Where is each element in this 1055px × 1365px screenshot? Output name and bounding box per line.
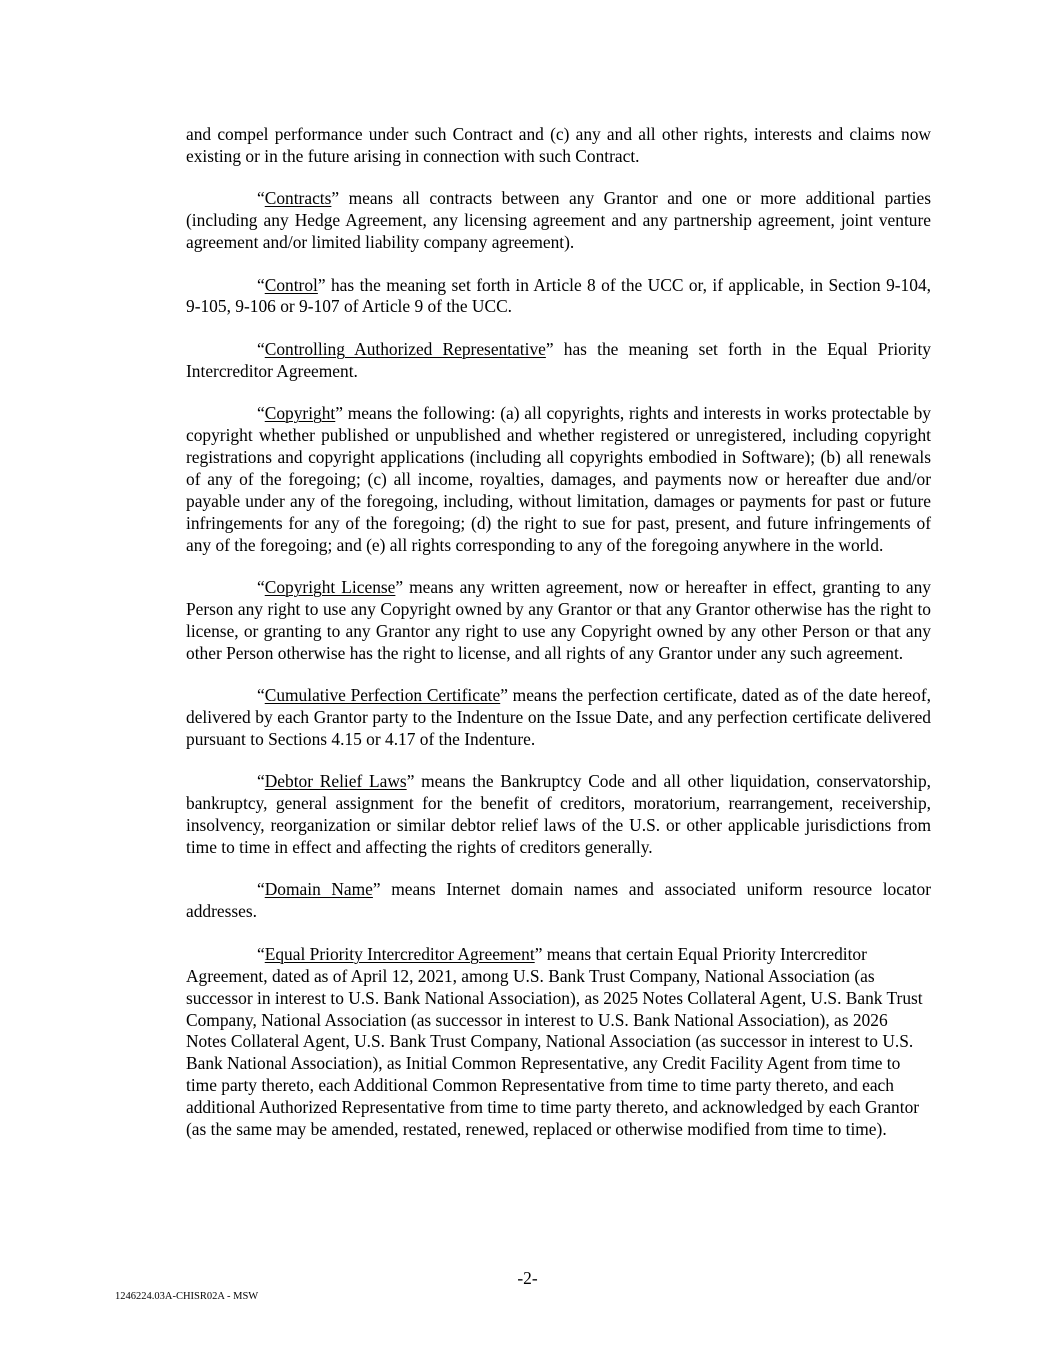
defined-term: Debtor Relief Laws: [264, 771, 407, 792]
defined-term: Controlling Authorized Representative: [264, 338, 546, 359]
document-footer-id: 1246224.03A-CHISR02A - MSW: [115, 1291, 259, 1302]
defined-term: Cumulative Perfection Certificate: [264, 685, 501, 706]
definition-controlling-authorized-representative: [186, 339, 931, 383]
definition-copyright-license: [186, 577, 931, 665]
defined-term: Control: [264, 274, 318, 295]
definition-cumulative-perfection-certificate: [186, 685, 931, 751]
definition-debtor-relief-laws: [186, 771, 931, 859]
open-quote: “: [257, 685, 265, 706]
definition-text: ” means the Bankruptcy Code and all other liquidation, conservatorship, bankruptcy, general assignment for the benefit of creditors, moratorium, rearrangement, receivership, insolvency, reorganization or similar debtor relief laws of the U.S. or other applicable jurisdictions from time to time in effect and affecting the rights of creditors generally.: [186, 771, 932, 858]
definition-domain-name: [186, 879, 931, 923]
open-quote: “: [257, 338, 265, 359]
document-body: [186, 124, 931, 1161]
defined-term: Domain Name: [264, 879, 373, 900]
open-quote: “: [257, 274, 265, 295]
paragraph-text: and compel performance under such Contract and (c) any and all other rights, interests and claims now existing or in the future arising in connection with such Contract.: [186, 124, 931, 166]
definition-contracts: [186, 188, 931, 254]
page-number: -2-: [517, 1268, 538, 1288]
definition-text: ” means any written agreement, now or hereafter in effect, granting to any Person any right to use any Copyright owned by any Grantor or that any Grantor otherwise has the right to license, or granting to any Grantor any right to use any Copyright owned by any other Person or that any other Person otherwise has the right to license, and all rights of any Grantor under any such agreement.: [186, 577, 931, 663]
defined-term: Contracts: [264, 188, 332, 209]
open-quote: “: [257, 943, 265, 964]
definition-text: ” means all contracts between any Grantor and one or more additional parties (including any Hedge Agreement, any licensing agreement and any partnership agreement, joint venture agreement and/or limited liability company agreement).: [186, 188, 931, 253]
definition-copyright: [186, 403, 931, 556]
definition-equal-priority-intercreditor-agreement: [186, 944, 931, 1141]
definition-text: ” means that certain Equal Priority Intercreditor Agreement, dated as of April 12, 2021, among U.S. Bank Trust Company, National Association (as successor in interest to U.S. Bank National Association), as 2025 Notes Collateral Agent, U.S. Bank Trust Company, National Association (as successor in interest to U.S. Bank National Association), as 2026 Notes Collateral Agent, U.S. Bank Trust Company, National Association (as successor in interest to U.S. Bank National Association), as Initial Common Representative, any Credit Facility Agent from time to time party thereto, each Additional Common Representative from time to time party thereto, and each additional Authorized Representative from time to time party thereto, and acknowledged by each Grantor (as the same may be amended, restated, renewed, replaced or otherwise modified from time to time).: [186, 943, 923, 1140]
definition-text: ” has the meaning set forth in Article 8 of the UCC or, if applicable, in Section 9-104, 9-105, 9-106 or 9-107 of Article 9 of the UCC.: [186, 274, 931, 317]
open-quote: “: [257, 403, 265, 424]
definition-text: ” means the perfection certificate, dated as of the date hereof, delivered by each Grantor party to the Indenture on the Issue Date, and any perfection certificate delivered pursuant to Sections 4.15 or 4.17 of the Indenture.: [186, 685, 931, 749]
paragraph-continuation: [186, 124, 931, 168]
open-quote: “: [257, 577, 265, 597]
open-quote: “: [257, 771, 265, 792]
definition-control: [186, 275, 931, 319]
definition-text: ” means Internet domain names and associated uniform resource locator addresses.: [186, 879, 931, 922]
definition-text: ” has the meaning set forth in the Equal Priority Intercreditor Agreement.: [186, 338, 931, 381]
open-quote: “: [257, 188, 265, 209]
defined-term: Copyright: [264, 403, 336, 424]
defined-term: Copyright License: [264, 577, 396, 597]
defined-term: Equal Priority Intercreditor Agreement: [264, 943, 535, 964]
definition-text: ” means the following: (a) all copyrights, rights and interests in works protectable by copyright whether published or unpublished and whether registered or unregistered, including copyright registrations and copyright applications (including all copyrights embodied in Software); (b) all renewals of any of the foregoing; (c) all income, royalties, damages, and payments now or hereafter due and/or payable under any of the foregoing, including, without limitation, damages or payments for past or future infringements for any of the foregoing; (d) the right to sue for past, present, and future infringements of any of the foregoing; and (e) all rights corresponding to any of the foregoing anywhere in the world.: [186, 403, 931, 555]
open-quote: “: [257, 879, 265, 900]
